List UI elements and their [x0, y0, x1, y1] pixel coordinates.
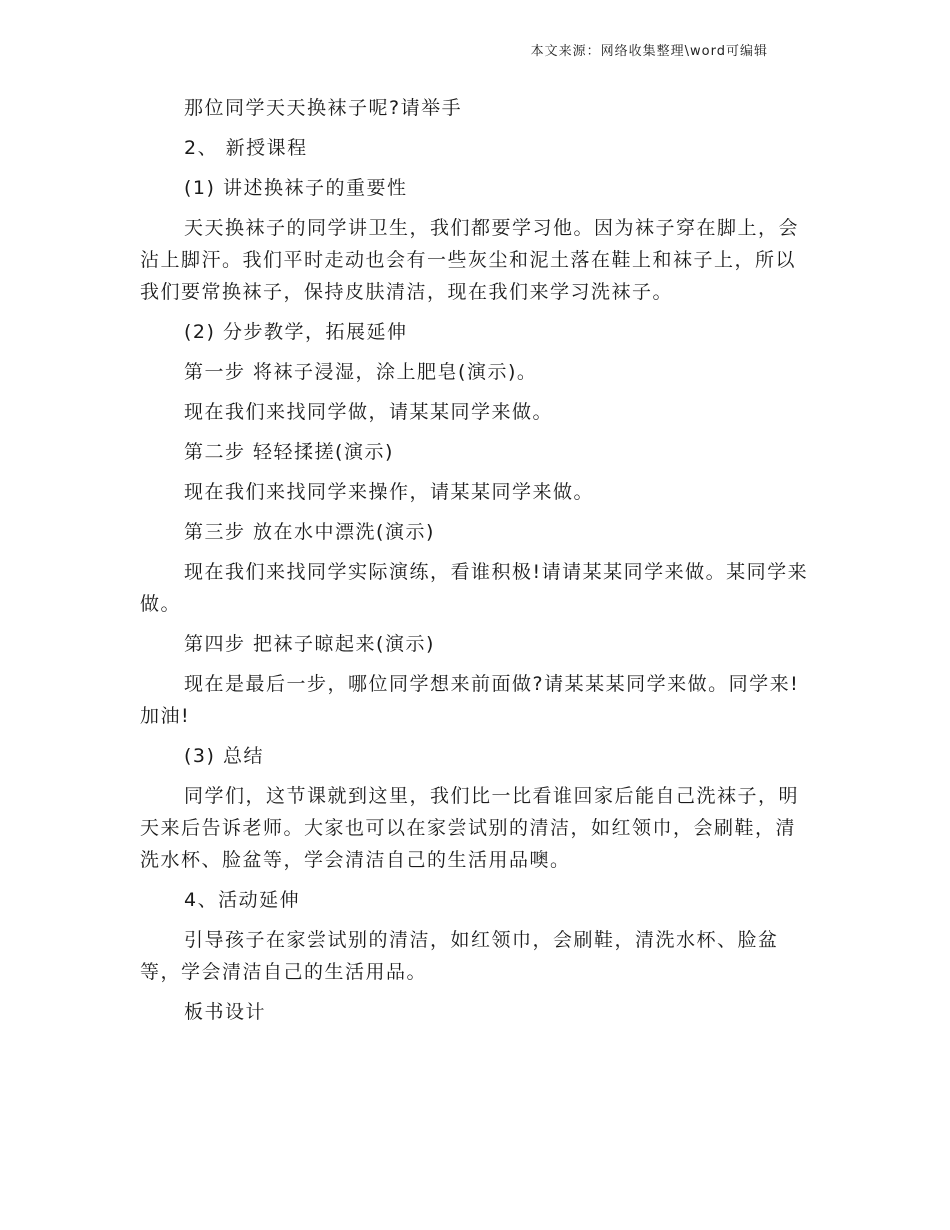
step-line: 第三步 放在水中漂洗(演示) [184, 521, 435, 543]
paragraph: 现在我们来找同学做，请某某同学来做。 [184, 401, 554, 423]
step-line: 第一步 将袜子浸湿，涂上肥皂(演示)。 [184, 361, 538, 383]
step-line: 第四步 把袜子晾起来(演示) [184, 633, 435, 655]
paragraph: 那位同学天天换袜子呢?请举手 [184, 97, 463, 119]
paragraph: 引导孩子在家尝试别的清洁，如红领巾，会刷鞋，清洗水杯、脸盆等，学会清洁自己的生活用品。 [140, 929, 779, 983]
paragraph: 天天换袜子的同学讲卫生，我们都要学习他。因为袜子穿在脚上，会沾上脚汗。我们平时走动也会有一些灰尘和泥土落在鞋上和袜子上，所以我们要常换袜子，保持皮肤清洁，现在我们来学习洗袜子。 [140, 217, 800, 303]
paragraph: 现在我们来找同学来操作，请某某同学来做。 [184, 481, 595, 503]
section-heading: 板书设计 [184, 1001, 267, 1023]
subsection-heading: (3) 总结 [184, 745, 264, 767]
step-line: 第二步 轻轻揉搓(演示) [184, 441, 394, 463]
subsection-heading: (2) 分步教学，拓展延伸 [184, 321, 408, 343]
section-heading: 4、活动延伸 [184, 889, 301, 911]
section-heading: 2、 新授课程 [184, 137, 308, 159]
paragraph: 现在是最后一步，哪位同学想来前面做?请某某某同学来做。同学来!加油! [140, 673, 800, 727]
paragraph: 现在我们来找同学实际演练，看谁积极!请请某某同学来做。某同学来做。 [140, 561, 809, 615]
paragraph: 同学们，这节课就到这里，我们比一比看谁回家后能自己洗袜子，明天来后告诉老师。大家也可以在家尝试别的清洁，如红领巾，会刷鞋，清洗水杯、脸盆等，学会清洁自己的生活用品噢。 [140, 785, 800, 871]
document-body [140, 92, 816, 1036]
source-note: 本文来源：网络收集整理\word可编辑 [530, 44, 768, 59]
subsection-heading: (1) 讲述换袜子的重要性 [184, 177, 408, 199]
